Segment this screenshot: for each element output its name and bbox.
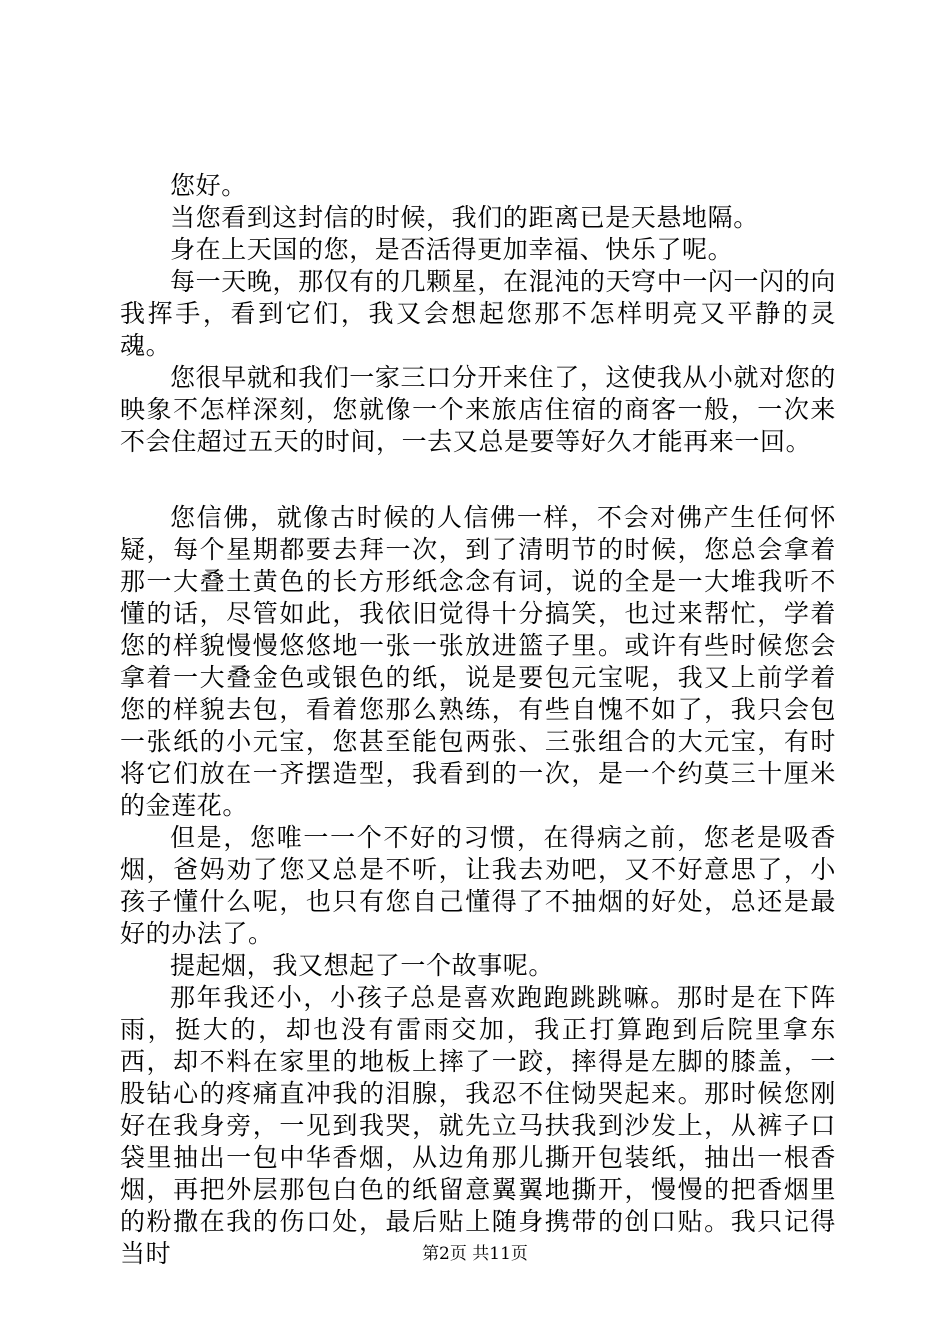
paragraph: 那年我还小，小孩子总是喜欢跑跑跳跳嘛。那时是在下阵雨，挺大的，却也没有雷雨交加，我正打算跑到后院里拿东西，却不料在家里的地板上摔了一跤，摔得是左脚的膝盖，一股钻心的疼痛直冲我的泪腺，我忍不住恸哭起来。那时候您刚好在我身旁，一见到我哭，就先立马扶我到沙发上，从裤子口袋里抽出一包中华香烟，从边角那儿撕开包装纸，抽出一根香烟，再把外层那包白色的纸留意翼翼地撕开，慢慢的把香烟里的粉撒在我的伤口处，最后贴上随身携带的创口贴。我只记得当时 bbox=[120, 983, 836, 1268]
paragraph: 提起烟，我又想起了一个故事呢。 bbox=[170, 951, 555, 980]
paragraph-greeting: 您好。 bbox=[170, 171, 247, 200]
paragraph: 当您看到这封信的时候，我们的距离已是天悬地隔。 bbox=[170, 203, 759, 232]
paragraph: 每一天晚，那仅有的几颗星，在混沌的天穹中一闪一闪的向我挥手，看到它们，我又会想起您那不怎样明亮又平静的灵魂。 bbox=[120, 267, 836, 360]
page-number-footer: 第2页 共11页 bbox=[422, 1244, 528, 1264]
paragraph: 您信佛，就像古时候的人信佛一样，不会对佛产生任何怀疑，每个星期都要去拜一次，到了清明节的时候，您总会拿着那一大叠土黄色的长方形纸念念有词，说的全是一大堆我听不懂的话，尽管如此，我依旧觉得十分搞笑，也过来帮忙，学着您的样貌慢慢悠悠地一张一张放进篮子里。或许有些时候您会拿着一大叠金色或银色的纸，说是要包元宝呢，我又上前学着您的样貌去包，看着您那么熟练，有些自愧不如了，我只会包一张纸的小元宝，您甚至能包两张、三张组合的大元宝，有时将它们放在一齐摆造型，我看到的一次，是一个约莫三十厘米的金莲花。 bbox=[120, 503, 836, 820]
paragraph: 身在上天国的您，是否活得更加幸福、快乐了呢。 bbox=[170, 235, 734, 264]
letter-body bbox=[120, 170, 836, 1270]
paragraph: 您很早就和我们一家三口分开来住了，这使我从小就对您的映象不怎样深刻，您就像一个来旅店住宿的商客一般，一次来不会住超过五天的时间，一去又总是要等好久才能再来一回。 bbox=[120, 363, 836, 456]
paragraph: 但是，您唯一一个不好的习惯，在得病之前，您老是吸香烟，爸妈劝了您又总是不听，让我去劝吧，又不好意思了，小孩子懂什么呢，也只有您自己懂得了不抽烟的好处，总还是最好的办法了。 bbox=[120, 823, 836, 948]
